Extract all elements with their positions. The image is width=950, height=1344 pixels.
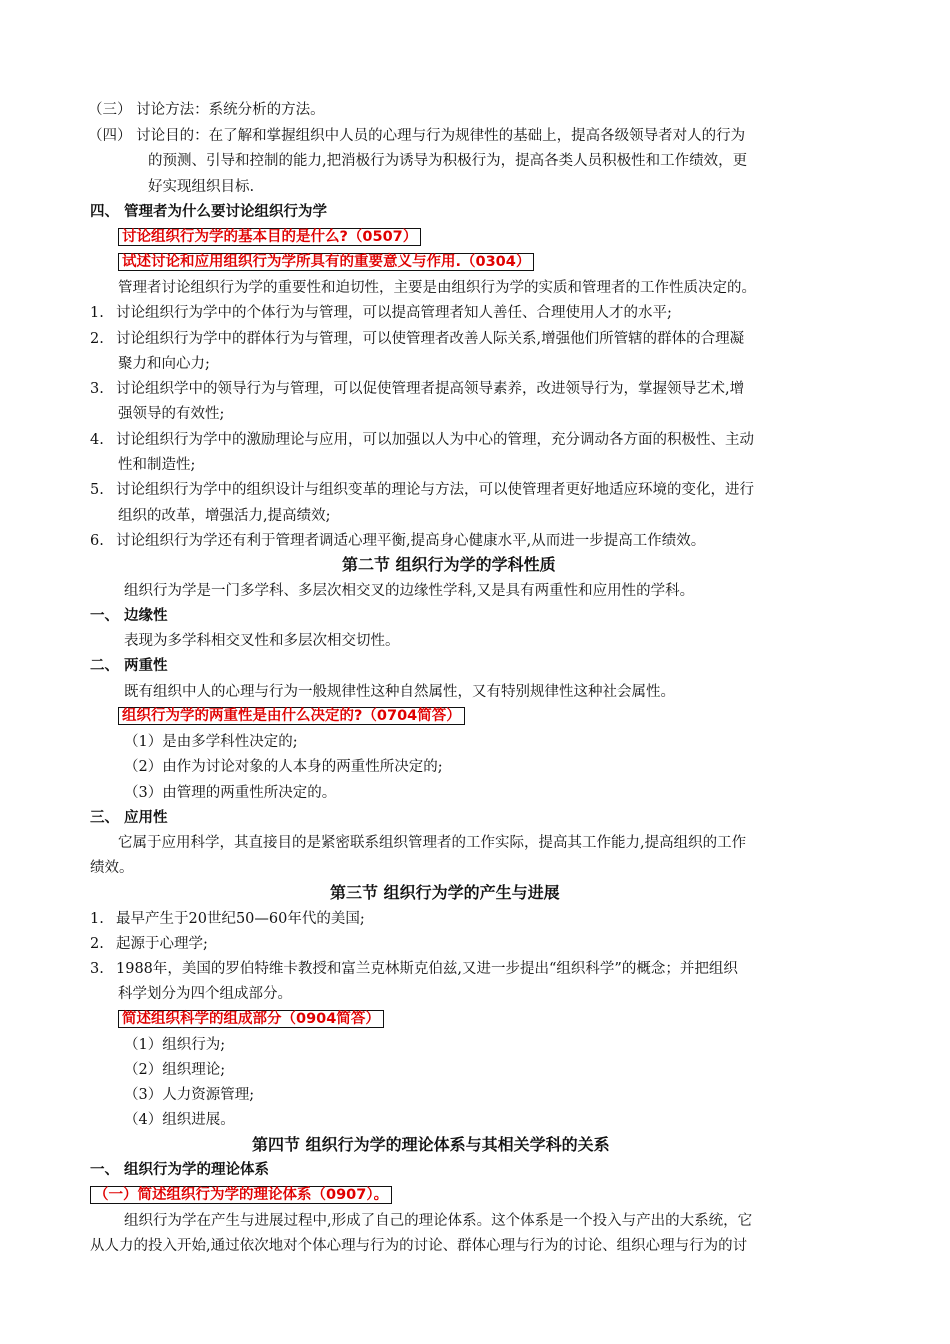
answer-item: （4）组织进展。 <box>124 1112 235 1128</box>
paragraph: 表现为多学科相交叉性和多层次相交切性。 <box>124 633 400 649</box>
purpose-line-cont: 好实现组织目标. <box>148 179 255 195</box>
list-item: 2. 起源于心理学; <box>90 936 208 952</box>
list-item: 5. 讨论组织行为学中的组织设计与组织变革的理论与方法，可以使管理者更好地适应环境的变化，进行 <box>90 482 754 498</box>
list-item: 1. 讨论组织行为学中的个体行为与管理，可以提高管理者知人善任、合理使用人才的水平; <box>90 305 672 321</box>
list-item: 3. 1988年，美国的罗伯特维卡教授和富兰克林斯克伯兹,又进一步提出“组织科学”的概念；并把组织 <box>90 961 738 977</box>
sub-heading: 三、 应用性 <box>90 810 168 826</box>
paragraph: 组织行为学在产生与进展过程中,形成了自己的理论体系。这个体系是一个投入与产出的大系统，它 <box>124 1213 753 1229</box>
sub-heading: 二、 两重性 <box>90 658 168 674</box>
list-item-cont: 性和制造性; <box>118 457 196 473</box>
answer-item: （1）组织行为; <box>124 1037 226 1053</box>
list-item-cont: 强领导的有效性; <box>118 406 225 422</box>
list-item: 2. 讨论组织行为学中的群体行为与管理，可以使管理者改善人际关系,增强他们所管辖的群体的合理凝 <box>90 331 745 347</box>
list-item-cont: 组织的改革，增强活力,提高绩效; <box>118 508 331 524</box>
exam-question: 试述讨论和应用组织行为学所具有的重要意义与作用.（0304） <box>118 253 534 271</box>
sub-heading: 一、 边缘性 <box>90 608 168 624</box>
list-item-cont: 科学划分为四个组成部分。 <box>118 986 292 1002</box>
exam-question: 讨论组织行为学的基本目的是什么?（0507） <box>118 228 421 246</box>
answer-item: （3）人力资源管理; <box>124 1087 255 1103</box>
exam-question: 组织行为学的两重性是由什么决定的?（0704简答） <box>118 707 465 725</box>
section-title: 第三节 组织行为学的产生与进展 <box>330 883 560 902</box>
section-title: 第二节 组织行为学的学科性质 <box>342 555 556 574</box>
paragraph-cont: 绩效。 <box>90 860 134 876</box>
exam-question: （一）简述组织行为学的理论体系（0907）。 <box>90 1186 392 1204</box>
list-item: 4. 讨论组织行为学中的激励理论与应用，可以加强以人为中心的管理，充分调动各方面的积极性、主动 <box>90 432 754 448</box>
paragraph: 管理者讨论组织行为学的重要性和迫切性，主要是由组织行为学的实质和管理者的工作性质决定的。 <box>118 280 756 296</box>
list-item: 3. 讨论组织学中的领导行为与管理，可以促使管理者提高领导素养，改进领导行为，掌握领导艺术,增 <box>90 381 745 397</box>
sub-heading: 一、 组织行为学的理论体系 <box>90 1162 270 1178</box>
section-heading: 四、 管理者为什么要讨论组织行为学 <box>90 204 328 220</box>
list-item-cont: 聚力和向心力; <box>118 356 210 372</box>
paragraph: 既有组织中人的心理与行为一般规律性这种自然属性，又有特别规律性这种社会属性。 <box>124 684 675 700</box>
paragraph: 它属于应用科学，其直接目的是紧密联系组织管理者的工作实际，提高其工作能力,提高组织的工作 <box>118 835 747 851</box>
section-title: 第四节 组织行为学的理论体系与其相关学科的关系 <box>252 1135 610 1154</box>
answer-item: （3）由管理的两重性所决定的。 <box>124 785 337 801</box>
list-item: 6. 讨论组织行为学还有利于管理者调适心理平衡,提高身心健康水平,从而进一步提高工作绩效。 <box>90 533 706 549</box>
purpose-line: （四） 讨论目的：在了解和掌握组织中人员的心理与行为规律性的基础上，提高各级领导者对人的行为 <box>88 128 746 144</box>
paragraph-cont: 从人力的投入开始,通过依次地对个体心理与行为的讨论、群体心理与行为的讨论、组织心理与行为的讨 <box>90 1238 748 1254</box>
exam-question: 简述组织科学的组成部分（0904简答） <box>118 1010 384 1028</box>
answer-item: （2）组织理论; <box>124 1062 226 1078</box>
list-item: 1. 最早产生于20世纪50—60年代的美国; <box>90 911 365 927</box>
answer-item: （2）由作为讨论对象的人本身的两重性所决定的; <box>124 759 443 775</box>
answer-item: （1）是由多学科性决定的; <box>124 734 298 750</box>
method-line: （三） 讨论方法：系统分析的方法。 <box>88 102 325 118</box>
paragraph: 组织行为学是一门多学科、多层次相交叉的边缘性学科,又是具有两重性和应用性的学科。 <box>124 583 695 599</box>
purpose-line-cont: 的预测、引导和控制的能力,把消极行为诱导为积极行为，提高各类人员积极性和工作绩效，更 <box>148 153 748 169</box>
